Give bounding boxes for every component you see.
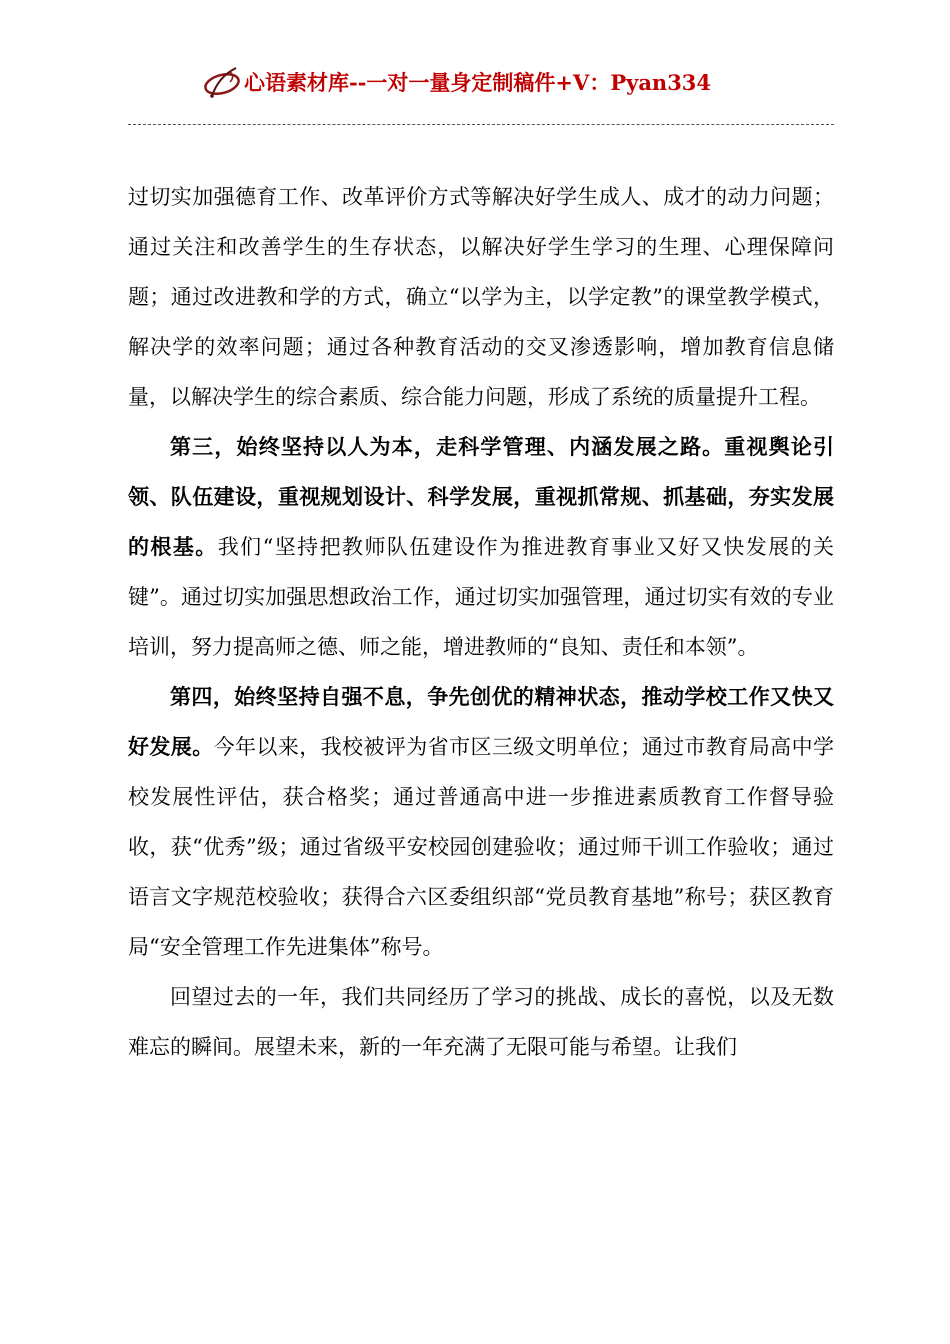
paragraph-3-text: 今年以来，我校被评为省市区三级文明单位；通过市教育局高中学校发展性评估，获合格奖；通过普通高中进一步推进素质教育工作督导验收，获“优秀”级；通过省级平安校园创建验收；通过师干训工作验收；通过语言文字规范校验收；获得合六区委组织部“党员教育基地”称号；获区教育局“安全管理工作先进集体”称号。 <box>128 735 834 959</box>
paragraph-2 <box>128 422 834 672</box>
header-divider <box>128 124 834 125</box>
quill-swirl-logo <box>200 62 244 102</box>
paragraph-2-text: 我们“坚持把教师队伍建设作为推进教育事业又好又快发展的关键”。通过切实加强思想政治工作，通过切实加强管理，通过切实有效的专业培训，努力提高师之德、师之能，增进教师的“良知、责任和本领”。 <box>128 535 835 659</box>
paragraph-3-heading: 第四，始终坚持自强不息，争先创优的精神状态，推动学校工作又快又好发展。 <box>128 684 834 759</box>
paragraph-4: 回望过去的一年，我们共同经历了学习的挑战、成长的喜悦，以及无数难忘的瞬间。展望未来，新的一年充满了无限可能与希望。让我们 <box>128 985 834 1059</box>
paragraph-1: 过切实加强德育工作、改革评价方式等解决好学生成人、成才的动力问题；通过关注和改善学生的生存状态，以解决好学生学习的生理、心理保障问题；通过改进教和学的方式，确立“以学为主，以学定教”的课堂教学模式，解决学的效率问题；通过各种教育活动的交叉渗透影响，增加教育信息储量，以解决学生的综合素质、综合能力问题，形成了系统的质量提升工程。 <box>128 185 834 409</box>
page-header <box>200 62 760 102</box>
paragraph-2-heading: 第三，始终坚持以人为本，走科学管理、内涵发展之路。重视舆论引领、队伍建设，重视规划设计、科学发展，重视抓常规、抓基础，夯实发展的根基。 <box>128 434 834 559</box>
document-body <box>128 172 834 1072</box>
header-brand-text: 心语素材库--一对一量身定制稿件+V：Pyan334 <box>244 70 712 95</box>
paragraph-3 <box>128 672 834 972</box>
